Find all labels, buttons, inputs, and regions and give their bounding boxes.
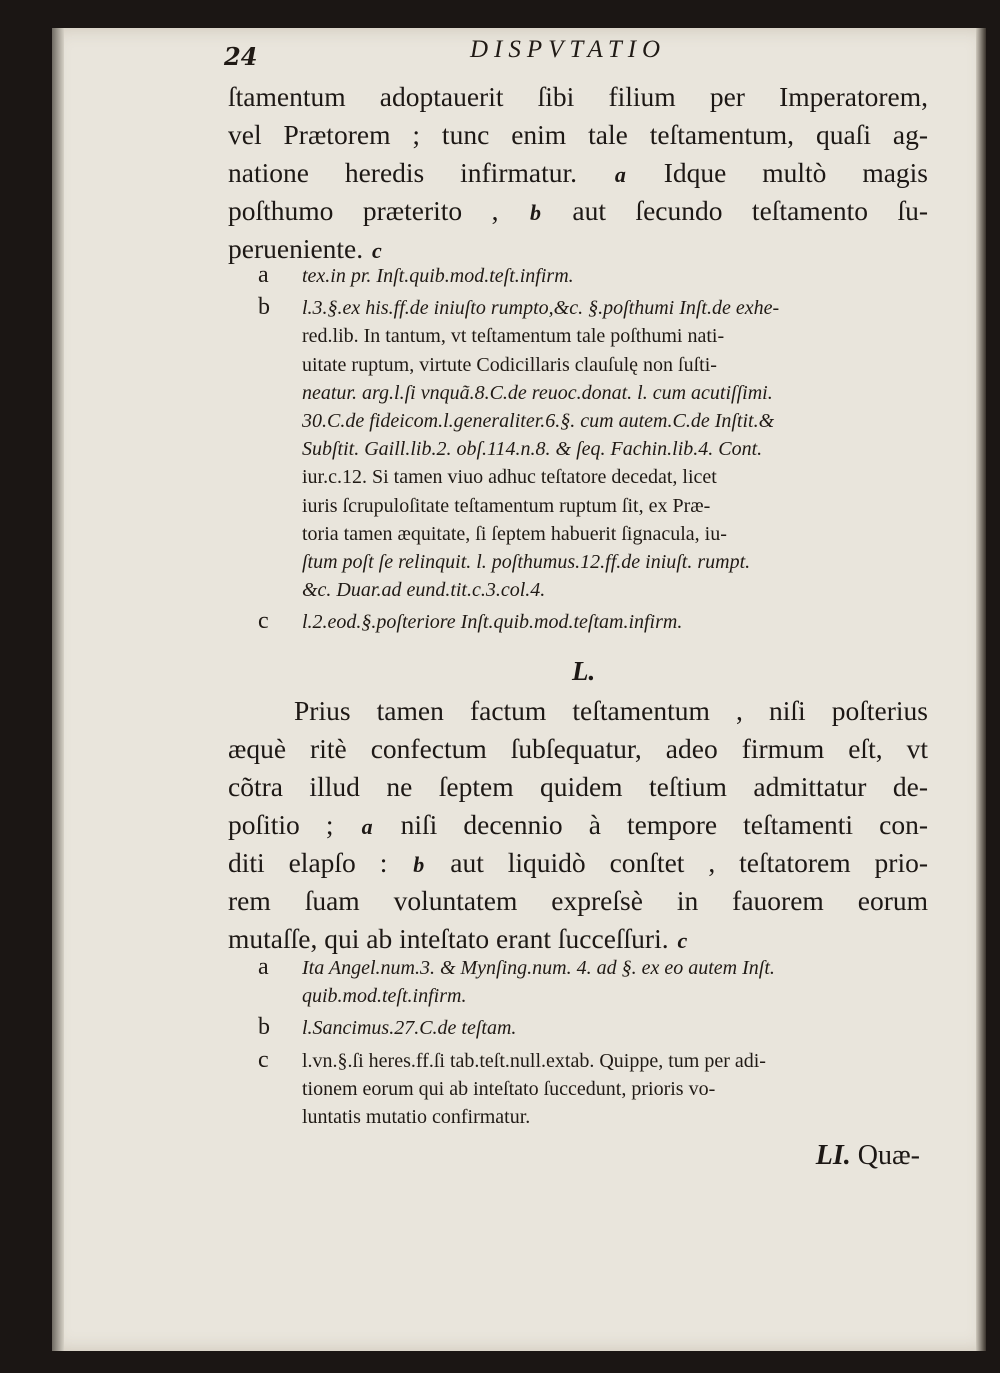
marginal-notes [258,954,922,1131]
note-b: b l.3.§.ex his.ff.de iniuſto rumpto,&c. §.poſthumi Inſt.de exhe- red.lib. In tantum, vt teſtamentum tale poſthumi nati- uitate ruptum, virtute Codicillaris clauſulę non ſuſti- neatur. arg.l.ſi vnquã.8.C.de reuoc.donat. l. cum acutiſſimi. 30.C.de fideicom.l.generaliter.6.§. cum autem.C.de Inſtit.& Subſtit. Gaill.lib.2. obſ.114.n.8. & ſeq. Fachin.lib.4. Cont. iur.c.12. Si tamen viuo adhuc teſtatore decedat, licet iuris ſcrupuloſitate teſtamentum ruptum ſit, ex Præ- toria tamen æquitate, ſi ſeptem habuerit ſignacula, iu- ſtum poſt ſe relinquit. l. poſthumus.12.ff.de iniuſt. rumpt. &c. Duar.ad eund.tit.c.3.col.4. [258,294,780,602]
footnote-marker: c [677,928,688,953]
note-letter: a [258,262,269,288]
main-text-line: ſtamentum adoptauerit ſibi filium per Imperatorem, [228,81,928,112]
main-text-line: diti elapſo : b aut liquidò conſtet , teſtatorem prio- [228,847,929,878]
main-text-line: æquè ritè confectum ſubſequatur, adeo firmum eſt, vt [228,733,928,764]
main-text-line: poſthumo præterito , b aut ſecundo teſtamento ſu- [228,195,929,226]
main-text-line: mutaſſe, qui ab inteſtato erant ſucceſſuri. c [228,923,688,954]
main-text-line: cõtra illud ne ſeptem quidem teſtium admittatur de- [228,771,928,802]
footnote-marker: c [372,238,382,263]
section-heading: L. [572,656,596,686]
main-text-line: poſitio ; a niſi decennio à tempore teſtamenti con- [228,809,929,840]
catchword: LI. Quæ- [815,1140,920,1171]
note-a: a tex.in pr. Inſt.quib.mod.teſt.infirm. [258,262,574,288]
footnote-marker: a [361,814,373,839]
running-head: DISPVTATIO [470,36,667,63]
footnote-marker: b [413,852,425,877]
note-letter: b [258,294,270,321]
note-letter: b [258,1014,270,1041]
main-text-line: natione heredis infirmatur. a Idque multò magis [228,157,929,188]
note-b: b l.Sancimus.27.C.de teſtam. [258,1014,517,1041]
note-c: c l.vn.§.ſi heres.ff.ſi tab.teſt.null.extab. Quippe, tum per adi- tionem eorum qui ab inteſtato ſuccedunt, prioris vo- luntatis mutatio confirmatur. [258,1046,766,1129]
page-gutter-shadow [52,28,64,1351]
page-right-edge [976,28,986,1351]
page-number: 24 [224,42,258,71]
book-page [52,28,986,1351]
main-text-line: vel Prætorem ; tunc enim tale teſtamentum, quaſi ag- [228,119,928,150]
note-letter: c [258,608,269,635]
main-text-line: rem ſuam voluntatem expreſsè in fauorem eorum [228,885,928,916]
note-letter: a [258,954,269,980]
main-text-line: Prius tamen factum teſtamentum , niſi poſterius [294,695,928,726]
marginal-notes [258,262,922,637]
main-text-line: perueniente. c [228,233,382,264]
note-c: c l.2.eod.§.poſteriore Inſt.quib.mod.teſtam.infirm. [258,608,683,635]
footnote-marker: b [529,200,541,225]
note-letter: c [258,1046,269,1073]
note-a: a Ita Angel.num.3. & Mynſing.num. 4. ad §. ex eo autem Inſt. quib.mod.teſt.infirm. [258,954,775,1008]
footnote-marker: a [614,162,626,187]
